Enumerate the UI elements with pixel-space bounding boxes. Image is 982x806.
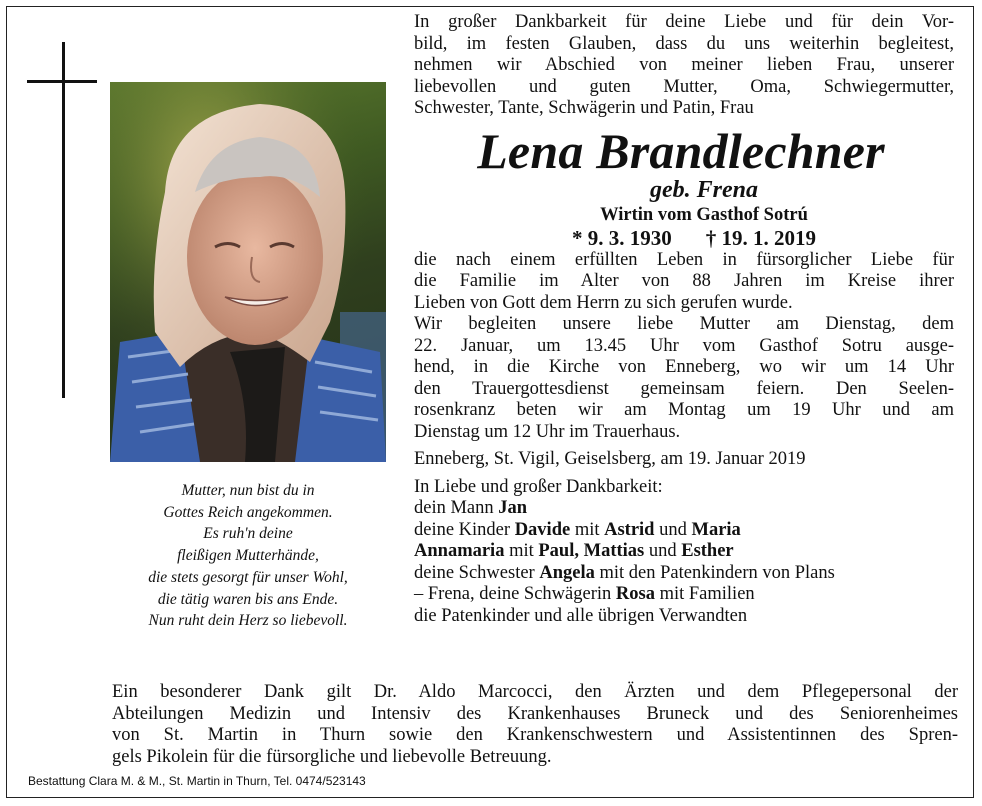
thanks-line: von St. Martin in Thurn sowie den Krankenschwestern und Assistentinnen des Spren- — [112, 725, 958, 745]
family-intro: In Liebe und großer Dankbarkeit: — [414, 476, 663, 497]
poem-line: die stets gesorgt für unser Wohl, — [148, 568, 348, 586]
thanks-line: gels Pikolein für die fürsorgliche und liebevolle Betreuung. — [112, 746, 552, 767]
family-member-name: Angela — [539, 562, 595, 583]
body-line: Lieben von Gott dem Herrn zu sich gerufen wurde. — [414, 292, 793, 313]
family-text: dein Mann — [414, 498, 499, 518]
funeral-home-footer: Bestattung Clara M. & M., St. Martin in Thurn, Tel. 0474/523143 — [28, 774, 366, 788]
family-text: und — [644, 541, 682, 561]
birth-date: * 9. 3. 1930 — [572, 225, 672, 250]
main-text — [414, 12, 954, 627]
intro-line: liebevollen und guten Mutter, Oma, Schwiegermutter, — [414, 76, 954, 97]
intro-line: nehmen wir Abschied von meiner lieben Frau, unserer — [414, 55, 954, 75]
family-text: mit den Patenkindern von Plans — [594, 562, 835, 583]
body-line: Dienstag um 12 Uhr im Trauerhaus. — [414, 421, 681, 442]
thanks-paragraph — [112, 682, 958, 768]
family-text: mit — [570, 519, 605, 540]
poem-line: fleißigen Mutterhände, — [177, 547, 319, 565]
family-member-name: Annamaria — [414, 541, 505, 561]
intro-line: Schwester, Tante, Schwägerin und Patin, Frau — [414, 98, 754, 118]
body-line: die nach einem erfüllten Leben in fürsorglicher Liebe für — [414, 249, 954, 270]
family-text: und — [654, 519, 692, 540]
family-member-name: Maria — [691, 519, 741, 540]
family-text: mit Familien — [654, 584, 755, 604]
deceased-name: Lena Brandlechner — [477, 122, 885, 179]
family-member-name: Davide — [514, 519, 571, 540]
body-line: 22. Januar, um 13.45 Uhr vom Gasthof Sotru ausge- — [414, 335, 954, 356]
family-sister — [414, 563, 954, 585]
family-member-name: Jan — [498, 498, 528, 518]
poem-line: Es ruh'n deine — [203, 525, 293, 543]
body-line: rosenkranz beten wir am Montag um 19 Uhr und am — [414, 400, 954, 420]
family-text: – Frena, deine Schwägerin — [414, 584, 616, 604]
body-line: die Familie im Alter von 88 Jahren im Kreise ihrer — [414, 271, 954, 291]
family-children-2 — [414, 541, 954, 563]
life-dates — [434, 226, 954, 250]
family-sister-in-law — [414, 584, 954, 606]
family-member-name: Rosa — [615, 584, 655, 604]
family-husband — [414, 498, 954, 520]
thanks-line: Ein besonderer Dank gilt Dr. Aldo Marcocci, den Ärzten und dem Pflegepersonal der — [112, 682, 958, 702]
family-member-name: Astrid — [604, 519, 655, 540]
poem-line: Nun ruht dein Herz so liebevoll. — [148, 612, 348, 630]
intro-line: bild, im festen Glauben, dass du uns weiterhin begleitest, — [414, 33, 954, 54]
body-line: hend, in die Kirche von Enneberg, wo wir um 14 Uhr — [414, 357, 954, 377]
family-relatives: die Patenkinder und alle übrigen Verwandten — [414, 605, 748, 626]
thanks-line: Abteilungen Medizin und Intensiv des Krankenhauses Bruneck und des Seniorenheimes — [112, 703, 958, 724]
family-text: deine Kinder — [414, 519, 515, 540]
family-member-name: Paul, Mattias — [538, 541, 645, 561]
poem-line: Mutter, nun bist du in — [181, 482, 315, 499]
family-children — [414, 520, 954, 542]
cross-icon — [62, 42, 65, 398]
occupation-title: Wirtin vom Gasthof Sotrú — [600, 204, 808, 225]
body-line: den Trauergottesdienst gemeinsam feiern. Den Seelen- — [414, 378, 954, 399]
death-date: † 19. 1. 2019 — [705, 225, 816, 250]
portrait-photo — [110, 82, 386, 462]
poem — [110, 480, 386, 632]
family-text: deine Schwester — [414, 562, 540, 583]
intro-line: In großer Dankbarkeit für deine Liebe und für dein Vor- — [414, 12, 954, 32]
body-line: Wir begleiten unsere liebe Mutter am Dienstag, dem — [414, 314, 954, 334]
place-date: Enneberg, St. Vigil, Geiselsberg, am 19. Januar 2019 — [414, 449, 806, 469]
family-member-name: Esther — [681, 541, 734, 561]
maiden-name: geb. Frena — [650, 176, 758, 203]
poem-line: Gottes Reich angekommen. — [163, 503, 333, 521]
poem-line: die tätig waren bis ans Ende. — [157, 590, 339, 608]
cross-icon-bar — [27, 80, 97, 83]
family-text: mit — [504, 541, 539, 561]
